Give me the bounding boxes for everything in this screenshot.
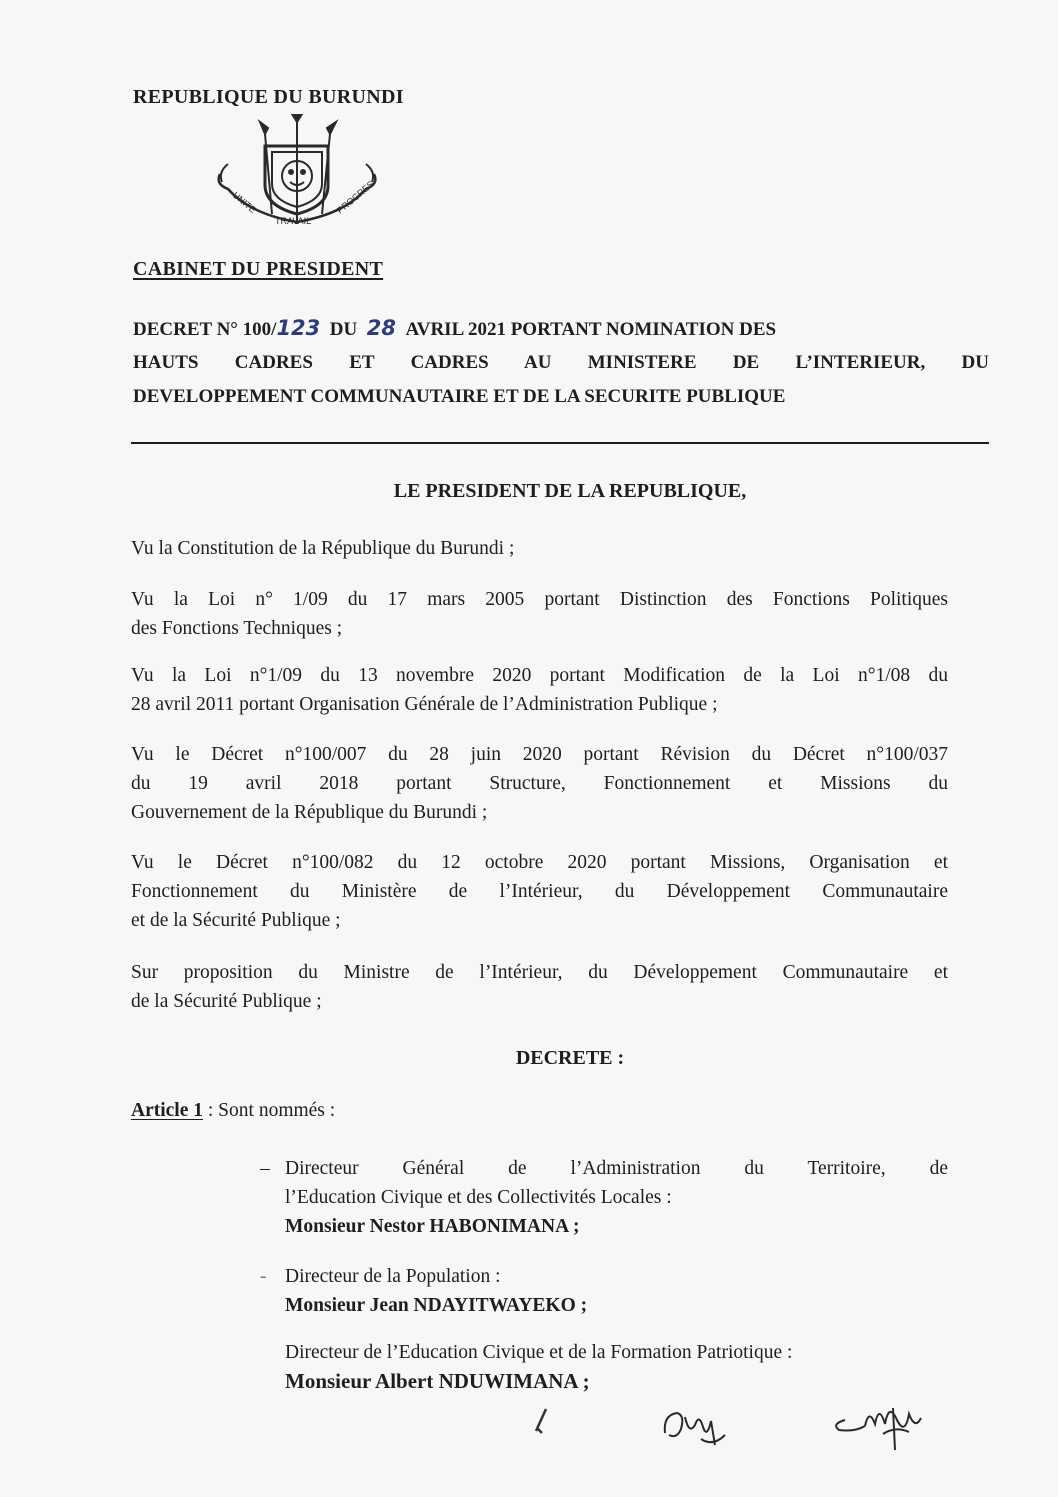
motto-travail: TRAVAIL — [275, 216, 312, 226]
decree-day-handwritten: 28 — [366, 316, 396, 340]
consideration-4 — [131, 740, 948, 827]
country-heading: REPUBLIQUE DU BURUNDI — [133, 86, 404, 108]
appointment-3-name: Monsieur Albert NDUWIMANA ; — [285, 1369, 590, 1393]
decree-title-line-2: HAUTS CADRES ET CADRES AU MINISTERE DE L’INTERIEUR, DU — [133, 352, 989, 373]
appointment-1-post-line-2: l’Education Civique et des Collectivités Locales : — [285, 1187, 672, 1208]
article-1-text: : Sont nommés : — [203, 1100, 336, 1121]
consideration-2-line-2: des Fonctions Techniques ; — [131, 618, 343, 639]
consideration-4-line-2: du 19 avril 2018 portant Structure, Fonctionnement et Missions du — [131, 773, 948, 794]
decree-title-prefix: DECRET N° 100/ — [133, 319, 277, 340]
appointment-1-post-line-1: Directeur Général de l’Administration du Territoire, de — [285, 1158, 948, 1179]
initials-signature-1 — [655, 1395, 735, 1455]
consideration-2 — [131, 585, 948, 643]
appointment-1 — [260, 1154, 948, 1241]
appointment-2 — [260, 1262, 948, 1320]
consideration-5-line-2: Fonctionnement du Ministère de l’Intérieur, du Développement Communautaire — [131, 881, 948, 902]
appointment-3 — [260, 1338, 948, 1396]
decree-number-handwritten: 123 — [276, 316, 321, 340]
appointment-2-name: Monsieur Jean NDAYITWAYEKO ; — [285, 1295, 588, 1316]
motto-progres: PROGRES — [334, 178, 376, 216]
consideration-3-line-2: 28 avril 2011 portant Organisation Générale de l’Administration Publique ; — [131, 694, 718, 715]
consideration-5 — [131, 848, 948, 935]
article-1-heading — [131, 1100, 335, 1122]
consideration-1-line-1: Vu la Constitution de la République du Burundi ; — [131, 538, 515, 559]
decrete-heading: DECRETE : — [515, 1047, 625, 1069]
consideration-6 — [131, 958, 948, 1016]
consideration-6-line-1: Sur proposition du Ministre de l’Intérieur, du Développement Communautaire et — [131, 962, 948, 983]
appointment-1-name: Monsieur Nestor HABONIMANA ; — [285, 1216, 580, 1237]
cabinet-heading: CABINET DU PRESIDENT — [133, 258, 384, 280]
decree-title-du: DU — [329, 319, 358, 340]
initials-1-text: OM — [655, 1395, 657, 1396]
consideration-3 — [131, 661, 948, 719]
initials-2-text: SMA — [825, 1390, 828, 1391]
decree-title-suffix: AVRIL 2021 PORTANT NOMINATION DES — [405, 319, 777, 340]
consideration-3-line-1: Vu la Loi n°1/09 du 13 novembre 2020 portant Modification de la Loi n°1/08 du — [131, 665, 948, 686]
consideration-4-line-3: Gouvernement de la République du Burundi ; — [131, 802, 488, 823]
initials-signature-2 — [825, 1390, 935, 1455]
coat-of-arms-emblem — [210, 114, 385, 249]
consideration-2-line-1: Vu la Loi n° 1/09 du 17 mars 2005 portant Distinction des Fonctions Politiques — [131, 589, 948, 610]
president-heading: LE PRESIDENT DE LA REPUBLIQUE, — [393, 480, 747, 502]
decree-title-line-1 — [133, 316, 989, 341]
decree-title-line-3: DEVELOPPEMENT COMMUNAUTAIRE ET DE LA SECURITE PUBLIQUE — [133, 386, 786, 407]
motto-unite: UNITE — [230, 189, 258, 215]
consideration-5-line-3: et de la Sécurité Publique ; — [131, 910, 341, 931]
title-divider — [131, 442, 989, 444]
pen-mark — [530, 1405, 552, 1437]
article-1-label: Article 1 — [131, 1100, 204, 1121]
consideration-4-line-1: Vu le Décret n°100/007 du 28 juin 2020 portant Révision du Décret n°100/037 — [131, 744, 948, 765]
appointment-2-dash: - — [260, 1266, 267, 1287]
appointment-3-post-line-1: Directeur de l’Education Civique et de la Formation Patriotique : — [285, 1342, 793, 1363]
consideration-6-line-2: de la Sécurité Publique ; — [131, 991, 322, 1012]
consideration-5-line-1: Vu le Décret n°100/082 du 12 octobre 2020 portant Missions, Organisation et — [131, 852, 948, 873]
appointment-1-dash: – — [260, 1158, 270, 1179]
appointment-2-post-line-1: Directeur de la Population : — [285, 1266, 501, 1287]
consideration-1 — [131, 534, 948, 563]
